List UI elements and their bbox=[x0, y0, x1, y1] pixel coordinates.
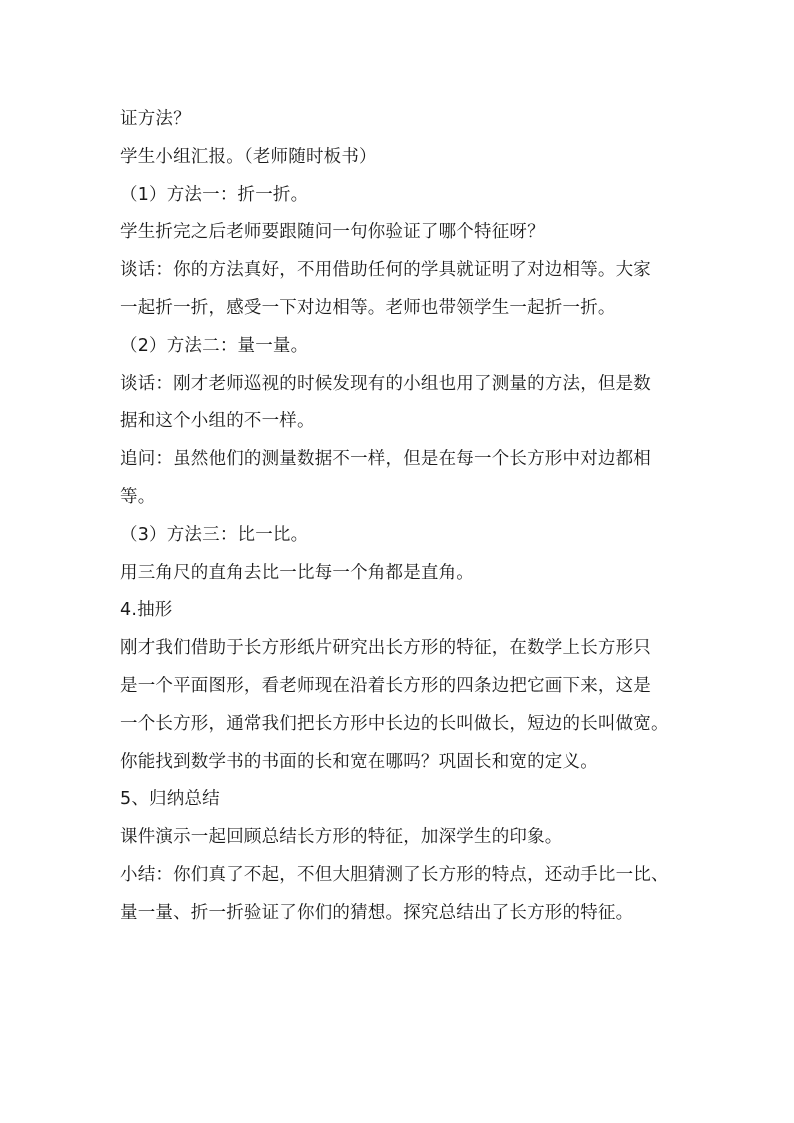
text-line: 学生小组汇报。（老师随时板书） bbox=[120, 146, 377, 167]
text-line: 证方法？ bbox=[120, 109, 191, 129]
method-heading: （1）方法一：折一折。 bbox=[120, 184, 309, 205]
text-line: 用三角尺的直角去比一比每一个角都是直角。 bbox=[120, 562, 474, 583]
section-heading: 4.抽形 bbox=[120, 600, 173, 621]
document-body bbox=[120, 101, 680, 933]
text-line: 追问：虽然他们的测量数据不一样，但是在每一个长方形中对边都相 bbox=[120, 449, 651, 470]
method-heading: （2）方法二：量一量。 bbox=[120, 335, 309, 356]
text-line: 你能找到数学书的书面的长和宽在哪吗？巩固长和宽的定义。 bbox=[120, 751, 598, 772]
section-heading: 5、归纳总结 bbox=[120, 789, 220, 810]
text-line: 一起折一折，感受一下对边相等。老师也带领学生一起折一折。 bbox=[120, 297, 616, 318]
text-line: 谈话：刚才老师巡视的时候发现有的小组也用了测量的方法，但是数 bbox=[120, 373, 651, 394]
text-line: 谈话：你的方法真好，不用借助任何的学具就证明了对边相等。大家 bbox=[120, 260, 651, 281]
text-line: 一个长方形，通常我们把长方形中长边的长叫做长，短边的长叫做宽。 bbox=[120, 713, 669, 734]
text-line: 刚才我们借助于长方形纸片研究出长方形的特征，在数学上长方形只 bbox=[120, 638, 651, 659]
text-line: 等。 bbox=[120, 486, 156, 507]
text-line: 是一个平面图形，看老师现在沿着长方形的四条边把它画下来，这是 bbox=[120, 675, 651, 696]
method-heading: （3）方法三：比一比。 bbox=[120, 524, 309, 545]
text-line: 课件演示一起回顾总结长方形的特征，加深学生的印象。 bbox=[120, 827, 563, 848]
text-line: 量一量、折一折验证了你们的猜想。探究总结出了长方形的特征。 bbox=[120, 902, 634, 923]
text-line: 小结：你们真了不起，不但大胆猜测了长方形的特点，还动手比一比、 bbox=[120, 864, 669, 885]
text-line: 学生折完之后老师要跟随问一句你验证了哪个特征呀？ bbox=[120, 222, 545, 243]
text-line: 据和这个小组的不一样。 bbox=[120, 411, 315, 432]
